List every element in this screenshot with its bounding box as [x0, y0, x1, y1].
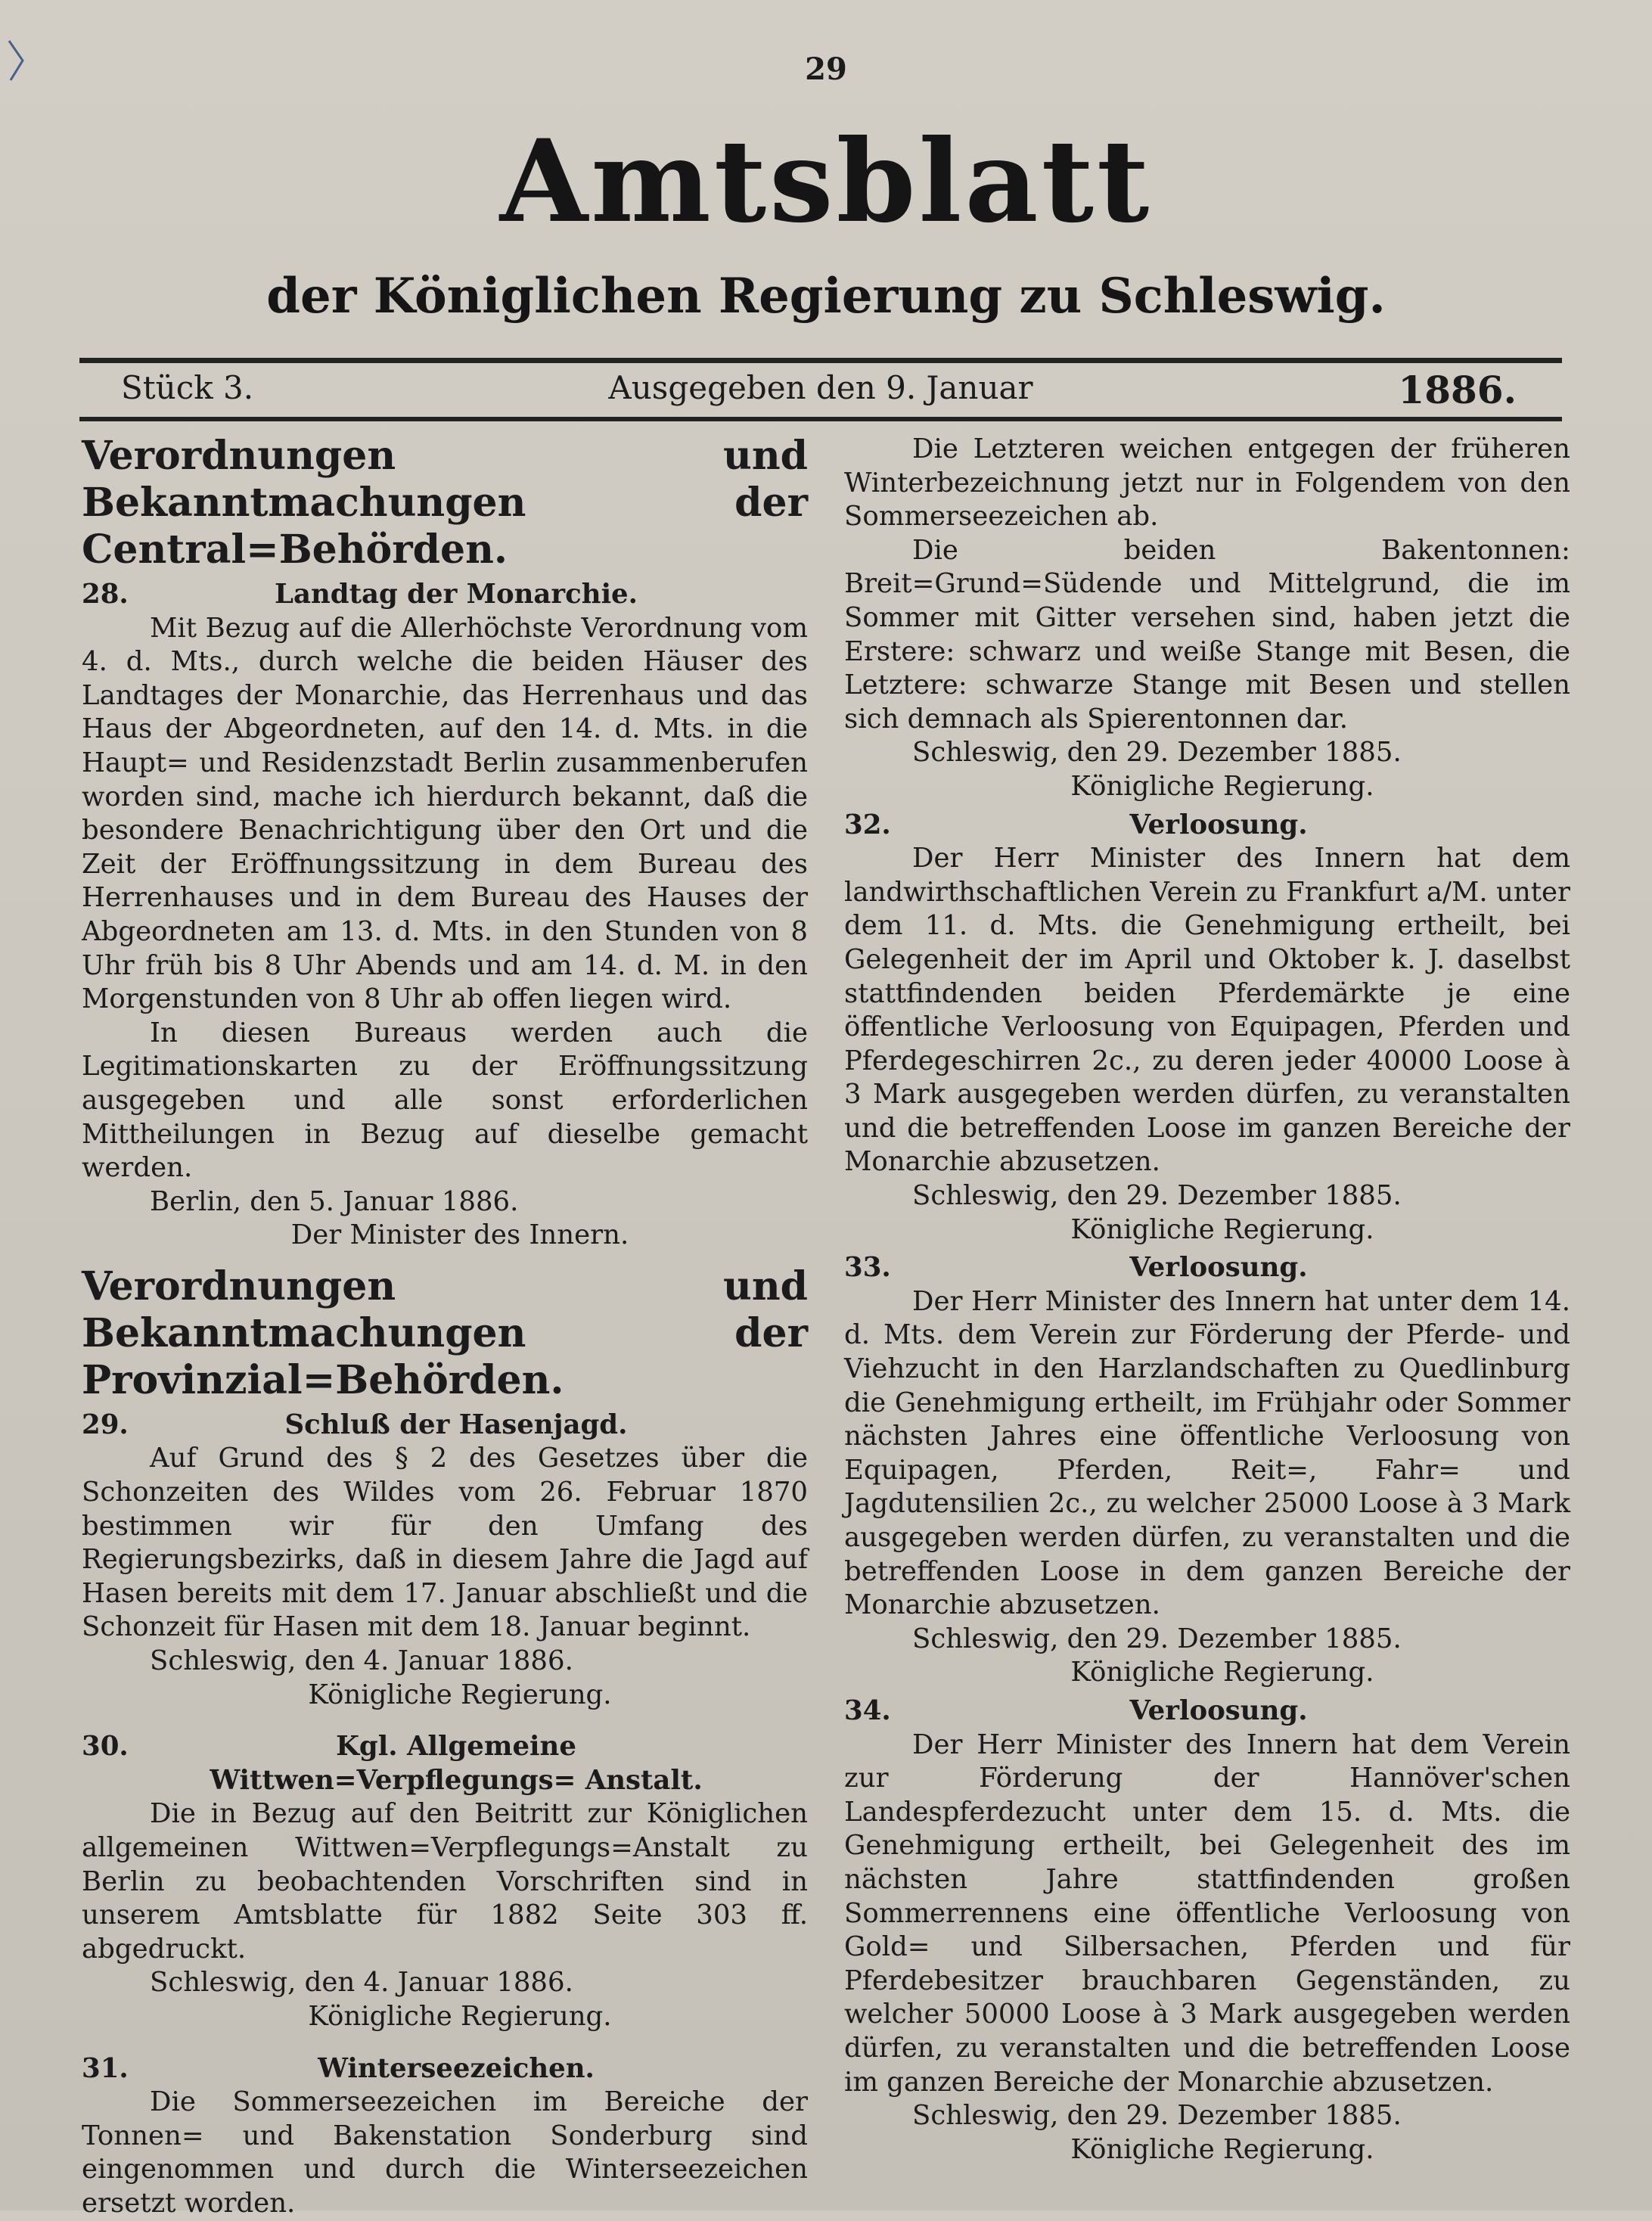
entry-paragraph: Die in Bezug auf den Beitritt zur Königlichen allgemeinen Wittwen=Verpflegungs=Anstalt zu Berlin zu beobachtenden Vorschriften sind in unserem Amtsblatte für 1882 Seite 303 ff. abgedruckt. [82, 1798, 808, 1965]
entry-heading [82, 578, 808, 612]
place-date: Schleswig, den 4. Januar 1886. [150, 1967, 573, 1999]
masthead-title: Amtsblatt [499, 115, 1153, 248]
entry-paragraph: Die Letzteren weichen entgegen der früheren Winterbezeichnung jetzt nur in Folgendem von den Sommerseezeichen ab. [844, 433, 1570, 533]
entry-title: Verloosung. [1129, 1694, 1308, 1726]
entry-number: 34. [844, 1694, 891, 1726]
entry-heading [844, 1251, 1570, 1285]
bottom-rule [79, 417, 1562, 421]
issue-date: Ausgegeben den 9. Januar [608, 369, 1033, 406]
section-heading-central: Verordnungen und Bekanntmachungen der Central=Behörden. [82, 433, 808, 573]
issue-number: Stück 3. [121, 369, 254, 406]
entry-paragraph: Der Herr Minister des Innern hat unter dem 14. d. Mts. dem Verein zur Förderung der Pferde- und Viehzucht in den Harzlandschaften zu Quedlinburg die Genehmigung ertheilt, im Frühjahr oder Sommer nächsten Jahres eine öffentliche Verloosung von Equipagen, Pferden, Reit=, Fahr= und Jagdutensilien 2c., zu welcher 25000 Loose à 3 Mark ausgegeben werden dürfen, zu veranstalten und die betreffenden Loose in dem ganzen Bereiche der Monarchie abzusetzen. [844, 1285, 1570, 1621]
entry-paragraph: Auf Grund des § 2 des Gesetzes über die Schonzeiten des Wildes vom 26. Februar 1870 bestimmen wir für den Umfang des Regierungsbezirks, daß in diesem Jahre die Jagd auf Hasen bereits mit dem 17. Januar abschließt und die Schonzeit für Hasen mit dem 18. Januar beginnt. [82, 1443, 808, 1643]
entry-paragraph: Der Herr Minister des Innern hat dem landwirthschaftlichen Verein zu Frankfurt a/M. unter dem 11. d. Mts. die Genehmigung ertheilt, bei Gelegenheit der im April und Oktober k. J. daselbst stattfindenden beiden Pferdemärkte je eine öffentliche Verloosung von Equipagen, Pferden und Pferdegeschirren 2c., zu deren jeder 40000 Loose à 3 Mark ausgegeben werden dürfen, zu veranstalten und die betreffenden Loose im ganzen Bereiche der Monarchie abzusetzen. [844, 843, 1570, 1178]
top-rule [79, 358, 1562, 363]
right-column [844, 433, 1570, 2167]
authority: Königliche Regierung. [1070, 2133, 1374, 2165]
entry-heading [82, 1409, 808, 1443]
authority: Der Minister des Innern. [290, 1219, 629, 1251]
place-date: Berlin, den 5. Januar 1886. [150, 1185, 519, 1217]
authority: Königliche Regierung. [1070, 1657, 1374, 1688]
authority: Königliche Regierung. [308, 2000, 612, 2032]
place-date: Schleswig, den 29. Dezember 1885. [912, 1180, 1402, 1212]
entry-title: Landtag der Monarchie. [275, 579, 638, 610]
entry-title: Verloosung. [1129, 809, 1308, 840]
entry-paragraph: Die beiden Bakentonnen: Breit=Grund=Südende und Mittelgrund, die im Sommer mit Gitter versehen sind, haben jetzt die Erstere: schwarz und weiße Stange mit Besen, die Letztere: schwarze Stange mit Besen und stellen sich demnach als Spierentonnen dar. [844, 534, 1570, 735]
place-date: Schleswig, den 29. Dezember 1885. [912, 1623, 1402, 1654]
entry-paragraph: In diesen Bureaus werden auch die Legitimationskarten zu der Eröffnungssitzung ausgegeben und alle sonst erforderlichen Mittheilungen in Bezug auf dieselbe gemacht werden. [82, 1017, 808, 1184]
entry-number: 29. [82, 1409, 129, 1440]
place-date: Schleswig, den 4. Januar 1886. [150, 1645, 573, 1677]
entry-number: 30. [82, 1731, 129, 1763]
place-date: Schleswig, den 29. Dezember 1885. [912, 2100, 1402, 2132]
entry-title: Kgl. Allgemeine Wittwen=Verpflegungs= Anstalt. [210, 1731, 703, 1796]
page-number: 29 [805, 51, 847, 87]
entry-title: Schluß der Hasenjagd. [284, 1409, 628, 1440]
place-date: Schleswig, den 29. Dezember 1885. [912, 737, 1402, 769]
issue-line [79, 368, 1562, 410]
issue-year: 1886. [1398, 368, 1517, 412]
entry-number: 31. [82, 2052, 129, 2084]
entry-heading [82, 1730, 808, 1797]
left-column [82, 433, 808, 2221]
entry-paragraph: Der Herr Minister des Innern hat dem Verein zur Förderung der Hannöver'schen Landespferdezucht unter dem 15. d. Mts. die Genehmigung ertheilt, bei Gelegenheit des im nächsten Jahre stattfindenden großen Sommerrennens eine öffentliche Verloosung von Gold= und Silbersachen, Pferden und für Pferdebesitzer brauchbaren Gegenständen, zu welcher 50000 Loose à 3 Mark ausgegeben werden dürfen, zu veranstalten und die betreffenden Loose im ganzen Bereiche der Monarchie abzusetzen. [844, 1729, 1570, 2098]
entry-heading [844, 809, 1570, 843]
entry-title: Winterseezeichen. [318, 2052, 595, 2084]
entry-paragraph: Mit Bezug auf die Allerhöchste Verordnung vom 4. d. Mts., durch welche die beiden Häuser des Landtages der Monarchie, das Herrenhaus und das Haus der Abgeordneten, auf den 14. d. Mts. in die Haupt= und Residenzstadt Berlin zusammenberufen worden sind, mache ich hierdurch bekannt, daß die besondere Benachrichtigung über den Ort und die Zeit der Eröffnungssitzung in dem Bureau des Herrenhauses und in dem Bureau des Hauses der Abgeordneten am 13. d. Mts. in den Stunden von 8 Uhr früh bis 8 Uhr Abends und am 14. d. M. in den Morgenstunden von 8 Uhr ab offen liegen wird. [82, 612, 808, 1015]
entry-number: 33. [844, 1252, 891, 1284]
masthead-subtitle: der Königlichen Regierung zu Schleswig. [266, 268, 1386, 325]
entry-number: 32. [844, 809, 891, 840]
entry-heading [844, 1694, 1570, 1729]
entry-number: 28. [82, 579, 129, 610]
entry-heading [82, 2052, 808, 2086]
authority: Königliche Regierung. [1070, 1213, 1374, 1245]
section-heading-provincial: Verordnungen und Bekanntmachungen der Provinzial=Behörden. [82, 1263, 808, 1403]
entry-title: Verloosung. [1129, 1252, 1308, 1284]
entry-paragraph: Die Sommerseezeichen im Bereiche der Tonnen= und Bakenstation Sonderburg sind eingenommen und durch die Winterseezeichen ersetzt worden. [82, 2086, 808, 2219]
authority: Königliche Regierung. [1070, 770, 1374, 802]
authority: Königliche Regierung. [308, 1679, 612, 1710]
